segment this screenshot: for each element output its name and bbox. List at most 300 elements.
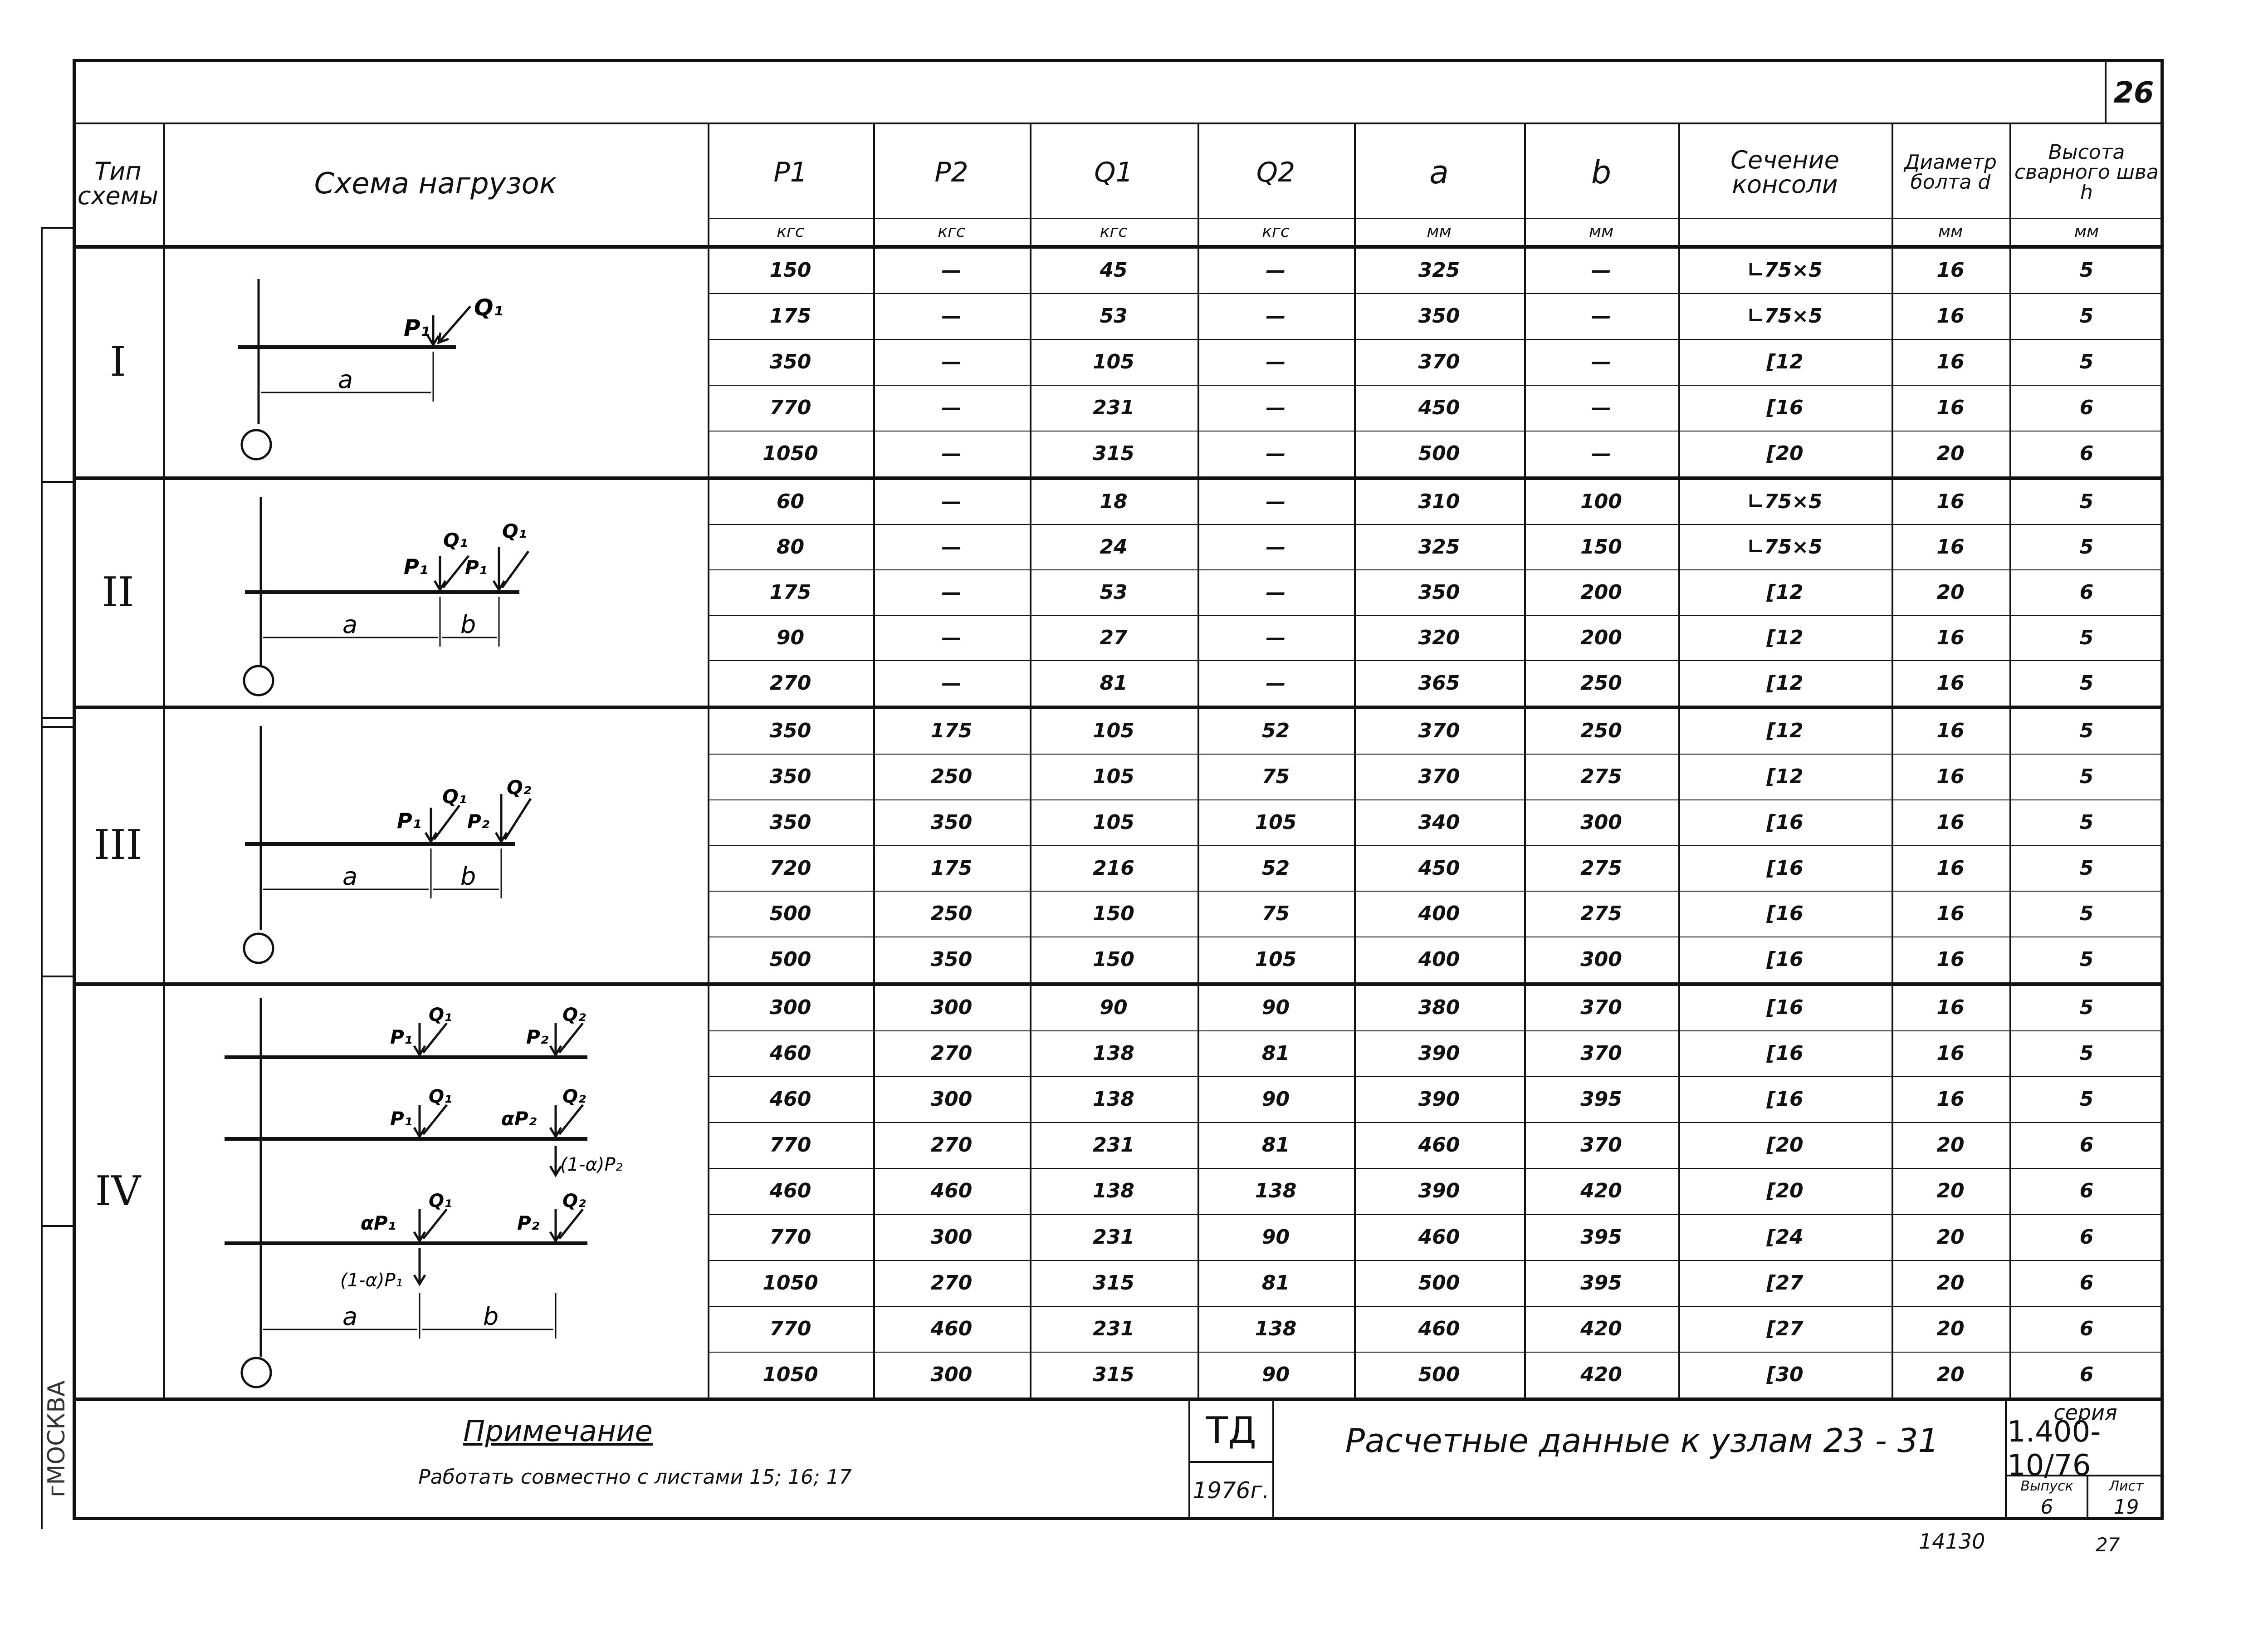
table-cell: 150 — [1580, 535, 1622, 559]
table-cell: 20 — [1936, 1133, 1965, 1157]
table-cell: 5 — [2079, 719, 2094, 742]
table-cell: 300 — [930, 1088, 973, 1111]
org-code: ТД — [1206, 1409, 1256, 1451]
table-cell: 350 — [769, 719, 811, 742]
header-q1: Q1 — [1094, 157, 1133, 188]
table-cell: 175 — [930, 857, 973, 880]
table-cell: [24 — [1766, 1226, 1804, 1249]
sheet-number: 26 — [2113, 76, 2154, 110]
table-cell: 450 — [1418, 857, 1460, 880]
table-cell: ∟75×5 — [1747, 535, 1823, 559]
table-cell: 90 — [776, 626, 805, 649]
table-cell: 16 — [1936, 626, 1965, 649]
table-cell: 370 — [1580, 1133, 1622, 1157]
issue-value: 6 — [2040, 1495, 2053, 1519]
table-cell: 5 — [2079, 948, 2094, 971]
table-cell: 105 — [1255, 948, 1297, 971]
unit-bolt: мм — [1938, 222, 1963, 241]
type-roman-1: I — [110, 338, 126, 386]
table-cell: 20 — [1936, 1226, 1965, 1249]
table-cell: 300 — [930, 996, 973, 1019]
table-cell: 150 — [1093, 902, 1134, 925]
table-cell: [20 — [1766, 1179, 1804, 1202]
table-cell: [12 — [1766, 765, 1804, 788]
table-cell: 16 — [1936, 350, 1965, 373]
table-cell: [16 — [1766, 902, 1804, 925]
table-cell: 420 — [1580, 1363, 1622, 1386]
diagram-type-3 — [166, 708, 705, 982]
table-cell: 5 — [2079, 811, 2094, 834]
table-cell: 340 — [1418, 811, 1460, 834]
table-cell: 450 — [1418, 396, 1460, 419]
diagram-label-one-minus-alpha-p1: (1-α)P₁ — [340, 1270, 403, 1291]
table-cell: 250 — [930, 902, 973, 925]
table-cell: 20 — [1936, 580, 1965, 604]
table-cell: 275 — [1580, 902, 1622, 925]
unit-row-line — [708, 218, 2164, 219]
table-cell: 90 — [1100, 996, 1128, 1019]
binding-divider — [41, 976, 73, 977]
table-cell: 315 — [1093, 1271, 1134, 1295]
diagram-label-b: b — [460, 862, 476, 891]
table-cell: 370 — [1418, 719, 1460, 742]
table-cell: 16 — [1936, 765, 1965, 788]
table-cell: — — [1591, 259, 1611, 282]
table-cell: 365 — [1418, 671, 1460, 695]
unit-a: мм — [1427, 222, 1452, 241]
side-stamp-city: гМОСКВА — [43, 1380, 70, 1497]
diagram-type-4 — [166, 985, 705, 1398]
table-cell: 216 — [1093, 857, 1134, 880]
table-cell: — — [1591, 396, 1611, 419]
diagram-label-p1-second: P₁ — [465, 556, 488, 579]
table-cell: 231 — [1093, 1226, 1134, 1249]
table-cell: 370 — [1418, 350, 1460, 373]
sheet-value: 19 — [2113, 1495, 2139, 1519]
table-cell: 275 — [1580, 857, 1622, 880]
table-cell: 175 — [769, 580, 811, 604]
table-cell: 460 — [930, 1179, 973, 1202]
table-cell: 90 — [1261, 1088, 1290, 1111]
header-q2: Q2 — [1256, 157, 1295, 188]
table-cell: 138 — [1093, 1179, 1134, 1202]
diagram-label-one-minus-alpha-p2: (1-α)P₂ — [560, 1154, 623, 1175]
diagram-label-b: b — [483, 1302, 499, 1331]
table-cell: 350 — [769, 811, 811, 834]
table-cell: 390 — [1418, 1088, 1460, 1111]
diagram-label-q1: Q₁ — [442, 785, 467, 808]
table-cell: 1050 — [763, 1363, 818, 1386]
table-cell: 27 — [1100, 626, 1128, 649]
unit-weld: мм — [2074, 222, 2099, 241]
table-cell: [12 — [1766, 626, 1804, 649]
unit-q2: кгс — [1262, 222, 1290, 241]
table-cell: 175 — [769, 304, 811, 328]
table-cell: 5 — [2079, 535, 2094, 559]
diagram-label-a: a — [342, 862, 358, 891]
table-cell: 770 — [769, 1317, 811, 1340]
table-cell: [16 — [1766, 1088, 1804, 1111]
binding-strip-top — [41, 227, 73, 229]
unit-p1: кгс — [777, 222, 804, 241]
table-cell: 90 — [1261, 1226, 1290, 1249]
table-cell: 390 — [1418, 1042, 1460, 1065]
table-cell: 350 — [1418, 580, 1460, 604]
table-cell: 6 — [2079, 442, 2094, 465]
table-cell: 138 — [1255, 1317, 1297, 1340]
table-cell: 390 — [1418, 1179, 1460, 1202]
table-cell: 300 — [1580, 811, 1622, 834]
table-cell: 200 — [1580, 580, 1622, 604]
table-cell: — — [1266, 490, 1286, 513]
table-cell: 16 — [1936, 259, 1965, 282]
table-cell: 105 — [1093, 811, 1134, 834]
table-cell: 5 — [2079, 671, 2094, 695]
table-cell: — — [1266, 535, 1286, 559]
diagram-label-q2: Q₂ — [562, 1005, 586, 1025]
table-cell: — — [941, 259, 962, 282]
diagram-label-q2-b2: Q₂ — [562, 1086, 586, 1107]
table-cell: 75 — [1261, 765, 1290, 788]
diagram-label-p1: P₁ — [404, 554, 428, 579]
titleblock-line — [1188, 1398, 1190, 1520]
table-cell: 270 — [769, 671, 811, 695]
table-cell: 500 — [1418, 1271, 1460, 1295]
header-p2: P2 — [934, 157, 968, 188]
table-cell: 81 — [1261, 1133, 1290, 1157]
table-cell: 20 — [1936, 1363, 1965, 1386]
table-cell: [16 — [1766, 1042, 1804, 1065]
table-cell: 350 — [930, 948, 973, 971]
table-cell: 5 — [2079, 304, 2094, 328]
header-type: Тип схемы — [77, 157, 159, 210]
table-cell: 300 — [930, 1363, 973, 1386]
table-cell: — — [941, 350, 962, 373]
diagram-label-q1: Q₁ — [443, 529, 468, 551]
binding-divider — [41, 481, 73, 483]
table-cell: 45 — [1100, 259, 1128, 282]
table-cell: 5 — [2079, 490, 2094, 513]
table-cell: [12 — [1766, 350, 1804, 373]
titleblock-line — [2005, 1398, 2007, 1520]
table-cell: 250 — [930, 765, 973, 788]
table-cell: 53 — [1100, 304, 1128, 328]
table-cell: 105 — [1255, 811, 1297, 834]
table-cell: — — [1591, 304, 1611, 328]
table-cell: — — [1266, 442, 1286, 465]
table-cell: 310 — [1418, 490, 1460, 513]
table-cell: 370 — [1580, 996, 1622, 1019]
header-scheme: Схема нагрузок — [314, 167, 557, 201]
table-cell: 315 — [1093, 1363, 1134, 1386]
table-cell: 460 — [1418, 1226, 1460, 1249]
diagram-label-p1: P₁ — [390, 1026, 413, 1048]
table-cell: 231 — [1093, 1317, 1134, 1340]
table-cell: 770 — [769, 396, 811, 419]
binding-divider — [41, 726, 73, 728]
diagram-type-2 — [166, 479, 705, 706]
table-cell: 105 — [1093, 350, 1134, 373]
table-cell: 231 — [1093, 396, 1134, 419]
table-cell: 370 — [1418, 765, 1460, 788]
table-cell: 460 — [1418, 1133, 1460, 1157]
diagram-label-alpha-p1: αP₁ — [361, 1212, 396, 1234]
table-cell: 138 — [1255, 1179, 1297, 1202]
table-cell: — — [1266, 626, 1286, 649]
table-cell: 20 — [1936, 1179, 1965, 1202]
type-roman-4: IV — [95, 1167, 141, 1215]
table-cell: — — [941, 535, 962, 559]
table-cell: 5 — [2079, 259, 2094, 282]
titleblock-line — [1188, 1461, 1272, 1463]
table-cell: 370 — [1580, 1042, 1622, 1065]
table-cell: 250 — [1580, 719, 1622, 742]
table-cell: 16 — [1936, 948, 1965, 971]
table-cell: 350 — [930, 811, 973, 834]
header-weld: Высота сварного шва h — [2014, 141, 2159, 204]
table-cell: 175 — [930, 719, 973, 742]
table-cell: 20 — [1936, 1271, 1965, 1295]
table-cell: 5 — [2079, 765, 2094, 788]
table-cell: — — [1266, 304, 1286, 328]
table-cell: 53 — [1100, 580, 1128, 604]
table-cell: 275 — [1580, 765, 1622, 788]
year: 1976г. — [1193, 1477, 1270, 1504]
diagram-label-p1: P₁ — [397, 809, 421, 833]
sheet-number-border — [2105, 59, 2107, 123]
table-cell: 5 — [2079, 902, 2094, 925]
table-cell: 395 — [1580, 1226, 1622, 1249]
binding-strip-line — [41, 227, 43, 1529]
header-b: b — [1591, 154, 1612, 191]
table-cell: 5 — [2079, 350, 2094, 373]
table-cell: 52 — [1261, 719, 1290, 742]
diagram-label-q2: Q₂ — [507, 776, 532, 799]
table-cell: — — [941, 671, 962, 695]
table-cell: 6 — [2079, 1179, 2094, 1202]
table-cell: 16 — [1936, 902, 1965, 925]
table-cell: — — [941, 580, 962, 604]
diagram-label-p1: P₁ — [404, 315, 430, 341]
diagram-label-q1-second: Q₁ — [502, 520, 527, 542]
table-cell: 350 — [769, 350, 811, 373]
table-cell: 500 — [769, 948, 811, 971]
table-cell: 24 — [1100, 535, 1128, 559]
table-cell: 81 — [1100, 671, 1128, 695]
table-cell: 380 — [1418, 996, 1460, 1019]
table-cell: 300 — [769, 996, 811, 1019]
table-cell: 6 — [2079, 1317, 2094, 1340]
table-cell: 20 — [1936, 442, 1965, 465]
table-cell: 16 — [1936, 996, 1965, 1019]
table-cell: 770 — [769, 1226, 811, 1249]
table-cell: 270 — [930, 1271, 973, 1295]
table-cell: 60 — [776, 490, 805, 513]
table-cell: — — [941, 442, 962, 465]
table-cell: 400 — [1418, 902, 1460, 925]
diagram-label-a: a — [342, 1302, 358, 1331]
table-cell: [20 — [1766, 1133, 1804, 1157]
table-cell: 300 — [930, 1226, 973, 1249]
issue-label: Выпуск — [2020, 1478, 2073, 1494]
table-cell: 105 — [1093, 765, 1134, 788]
diagram-type-1 — [166, 247, 705, 476]
titleblock-line — [1272, 1398, 1274, 1520]
table-cell: — — [1591, 442, 1611, 465]
table-cell: — — [1266, 396, 1286, 419]
diagram-label-b: b — [460, 610, 476, 639]
table-cell: ∟75×5 — [1747, 259, 1823, 282]
unit-b: мм — [1589, 222, 1614, 241]
table-cell: ∟75×5 — [1747, 490, 1823, 513]
table-cell: [20 — [1766, 442, 1804, 465]
table-cell: [16 — [1766, 811, 1804, 834]
table-cell: 18 — [1100, 490, 1128, 513]
table-cell: — — [941, 490, 962, 513]
table-cell: 5 — [2079, 996, 2094, 1019]
col-line — [163, 123, 165, 1398]
table-cell: 500 — [1418, 1363, 1460, 1386]
table-cell: 460 — [769, 1042, 811, 1065]
series-label: серия — [2053, 1400, 2117, 1425]
table-cell: [27 — [1766, 1317, 1804, 1340]
table-cell: 6 — [2079, 396, 2094, 419]
table-cell: 75 — [1261, 902, 1290, 925]
table-cell: 325 — [1418, 259, 1460, 282]
table-cell: 500 — [769, 902, 811, 925]
table-cell: — — [1266, 350, 1286, 373]
table-cell: 320 — [1418, 626, 1460, 649]
header-p1: P1 — [773, 157, 807, 188]
table-cell: 5 — [2079, 1088, 2094, 1111]
diagram-label-q2-b3: Q₂ — [562, 1191, 586, 1211]
note-title: Примечание — [463, 1415, 653, 1448]
table-cell: [16 — [1766, 396, 1804, 419]
inventory-number: 14130 — [1919, 1529, 1985, 1554]
table-cell: — — [941, 626, 962, 649]
table-cell: 16 — [1936, 671, 1965, 695]
diagram-label-q1-b3: Q₁ — [429, 1191, 452, 1211]
table-cell: 460 — [769, 1088, 811, 1111]
table-cell: 460 — [1418, 1317, 1460, 1340]
table-cell: 16 — [1936, 490, 1965, 513]
table-cell: 16 — [1936, 1042, 1965, 1065]
table-cell: [12 — [1766, 580, 1804, 604]
table-cell: 770 — [769, 1133, 811, 1157]
table-cell: 460 — [930, 1317, 973, 1340]
diagram-label-q1-b2: Q₁ — [429, 1086, 452, 1107]
table-cell: 270 — [930, 1133, 973, 1157]
table-cell: 500 — [1418, 442, 1460, 465]
table-cell: 5 — [2079, 626, 2094, 649]
series-value: 1.400-10/76 — [2007, 1415, 2101, 1482]
table-cell: — — [1591, 350, 1611, 373]
unit-section — [1678, 219, 1892, 244]
table-cell: 720 — [769, 857, 811, 880]
table-cell: — — [1266, 580, 1286, 604]
table-cell: 231 — [1093, 1133, 1134, 1157]
page-mark: 27 — [2096, 1534, 2120, 1556]
table-cell: 350 — [1418, 304, 1460, 328]
table-cell: [30 — [1766, 1363, 1804, 1386]
table-cell: — — [941, 304, 962, 328]
table-cell: 6 — [2079, 1363, 2094, 1386]
table-cell: [16 — [1766, 857, 1804, 880]
table-cell: 350 — [769, 765, 811, 788]
table-cell: 16 — [1936, 304, 1965, 328]
header-bolt: Диаметр болта d — [1904, 151, 1997, 194]
header-top-line — [73, 123, 2164, 124]
table-cell: 315 — [1093, 442, 1134, 465]
table-cell: 150 — [1093, 948, 1134, 971]
table-cell: 150 — [769, 259, 811, 282]
table-cell: 1050 — [763, 442, 818, 465]
table-cell: 16 — [1936, 535, 1965, 559]
binding-divider — [41, 717, 73, 719]
diagram-label-a: a — [342, 610, 358, 639]
type-roman-3: III — [93, 821, 142, 869]
table-cell: 420 — [1580, 1179, 1622, 1202]
table-cell: [16 — [1766, 948, 1804, 971]
table-cell: 100 — [1580, 490, 1622, 513]
table-cell: 105 — [1093, 719, 1134, 742]
diagram-label-q1: Q₁ — [429, 1005, 452, 1025]
table-cell: 395 — [1580, 1271, 1622, 1295]
table-cell: 5 — [2079, 1042, 2094, 1065]
table-cell: 460 — [769, 1179, 811, 1202]
table-cell: 420 — [1580, 1317, 1622, 1340]
table-cell: 250 — [1580, 671, 1622, 695]
table-cell: 6 — [2079, 1271, 2094, 1295]
note-text: Работать совместно с листами 15; 16; 17 — [418, 1465, 852, 1489]
table-cell: 138 — [1093, 1088, 1134, 1111]
table-cell: 6 — [2079, 1226, 2094, 1249]
table-cell: 81 — [1261, 1042, 1290, 1065]
table-cell: ∟75×5 — [1747, 304, 1823, 328]
type-roman-2: II — [102, 568, 134, 616]
table-cell: [12 — [1766, 671, 1804, 695]
diagram-label-alpha-p2: αP₂ — [501, 1108, 537, 1130]
table-cell: 400 — [1418, 948, 1460, 971]
table-cell: 20 — [1936, 1317, 1965, 1340]
unit-q1: кгс — [1100, 222, 1128, 241]
table-cell: 16 — [1936, 1088, 1965, 1111]
table-cell: 16 — [1936, 811, 1965, 834]
table-cell: 395 — [1580, 1088, 1622, 1111]
table-cell: [16 — [1766, 996, 1804, 1019]
diagram-label-p2: P₂ — [467, 810, 490, 833]
unit-p2: кгс — [938, 222, 965, 241]
table-cell: 16 — [1936, 719, 1965, 742]
table-cell: — — [941, 396, 962, 419]
table-cell: 270 — [930, 1042, 973, 1065]
table-cell: 81 — [1261, 1271, 1290, 1295]
table-cell: [27 — [1766, 1271, 1804, 1295]
table-cell: [12 — [1766, 719, 1804, 742]
diagram-label-p1-b2: P₁ — [390, 1108, 413, 1130]
table-cell: 6 — [2079, 1133, 2094, 1157]
table-cell: 16 — [1936, 396, 1965, 419]
table-footer-line — [73, 1398, 2164, 1401]
table-cell: 200 — [1580, 626, 1622, 649]
table-cell: 325 — [1418, 535, 1460, 559]
table-cell: 80 — [776, 535, 805, 559]
table-cell: 90 — [1261, 1363, 1290, 1386]
table-cell: — — [1266, 671, 1286, 695]
diagram-label-a: a — [338, 365, 353, 394]
table-cell: 1050 — [763, 1271, 818, 1295]
header-a: a — [1429, 154, 1449, 191]
